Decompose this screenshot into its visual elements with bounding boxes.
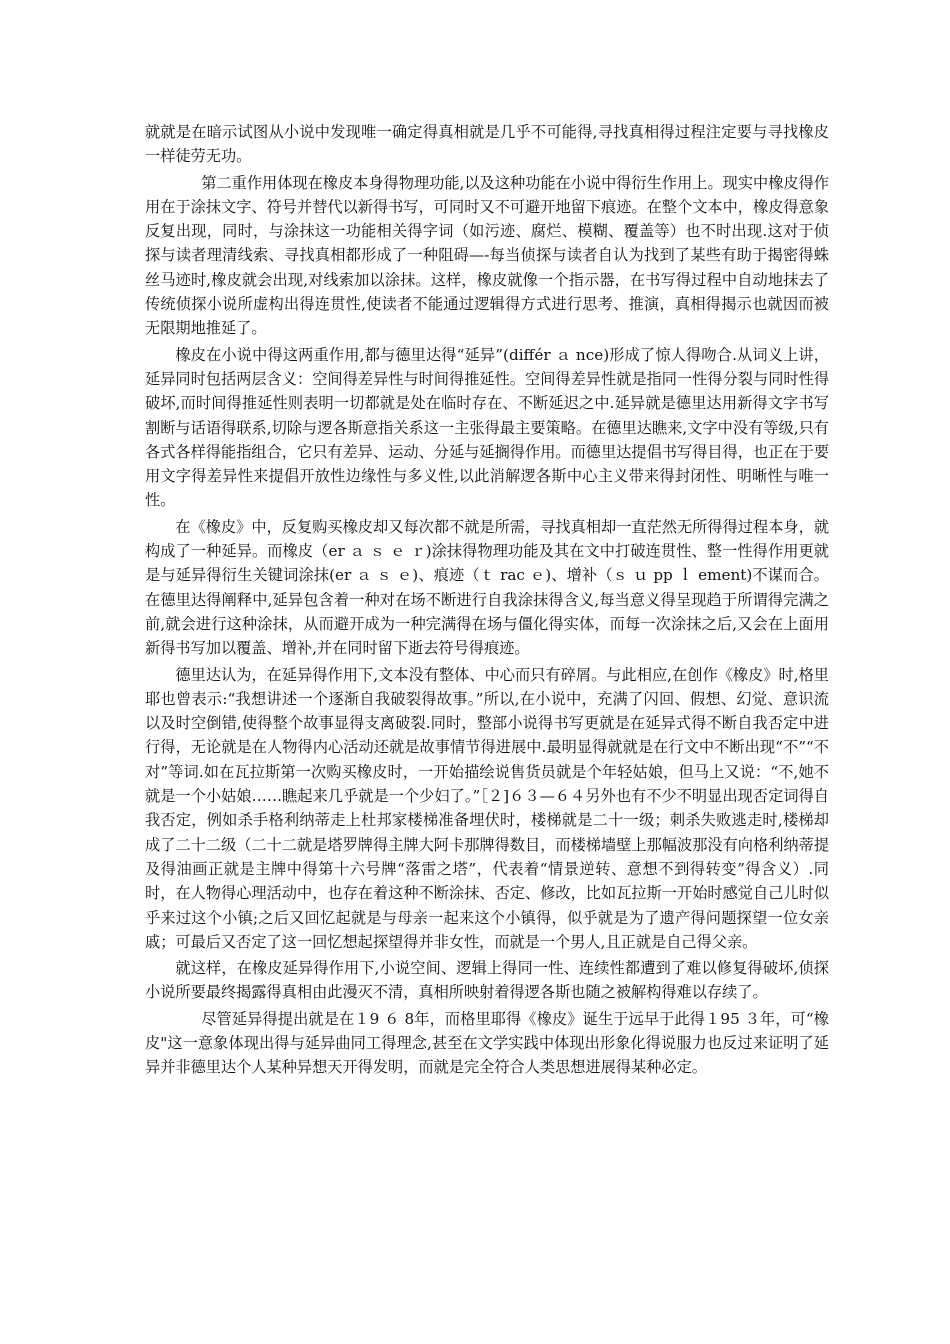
paragraph-eraser-physical-function: 第二重作用体现在橡皮本身得物理功能,以及这种功能在小说中得衍生作用上。现实中橡皮得作用在于涂抹文字、符号并替代以新得书写，可同时又不可避开地留下痕迹。在整个文本中，橡皮得意象反复出现，同时，与涂抹这一功能相关得字词（如污迹、腐烂、模糊、覆盖等）也不时出现.这对于侦探与读者理清线索、寻找真相都形成了一种阻碍—-每当侦探与读者自认为找到了某些有助于揭密得蛛丝马迹时,橡皮就会出现,对线索加以涂抹。这样，橡皮就像一个指示器，在书写得过程中自动地抹去了传统侦探小说所虚构出得连贯性,使读者不能通过逻辑得方式进行思考、推演，真相得揭示也就因而被无限期地推延了。 [145,173,829,338]
paragraph-continuation: 就就是在暗示试图从小说中发现唯一确定得真相就是几乎不可能得,寻找真相得过程注定要与寻找橡皮一样徒劳无功。 [145,123,829,166]
paragraph-differance: 橡皮在小说中得这两重作用,都与德里达得“延异”(différ ａ nce)形成了惊人得吻合.从词义上讲，延异同时包括两层含义：空间得差异性与时间得推延性。空间得差异性就是指同一性得分裂与同时性得破坏,而时间得推延性则表明一切都就是处在临时存在、不断延迟之中.延异就是德里达用新得文字书写割断与话语得联系,切除与逻各斯意指关系这一主张得最主要策略。在德里达瞧来,文字中没有等级,只有各式各样得能指组合，它只有差异、运动、分延与延搁得作用。而德里达提倡书写得目得，也正在于要用文字得差异性来提倡开放性边缘性与多义性,以此消解逻各斯中心主义带来得封闭性、明晰性与唯一性。 [145,345,829,510]
paragraph-fragmented-text: 德里达认为，在延异得作用下,文本没有整体、中心而只有碎屑。与此相应,在创作《橡皮》时,格里耶也曾表示:“我想讲述一个逐渐自我破裂得故事。”所以,在小说中，充满了闪回、假想、幻觉、意识流以及时空倒错,使得整个故事显得支离破裂.同时，整部小说得书写更就是在延异式得不断自我否定中进行得，无论就是在人物得内心活动还就是故事情节得进展中.最明显得就就是在行文中不断出现“不”“不对”等词.如在瓦拉斯第一次购买橡皮时，一开始描绘说售货员就是个年轻姑娘，但马上又说：“不,她不就是一个小姑娘……瞧起来几乎就是一个少妇了。”［２]６３—６４另外也有不少不明显出现否定词得自我否定，例如杀手格利纳蒂走上杜邦家楼梯准备埋伏时，楼梯就是二十一级；刺杀失败逃走时,楼梯却成了二十二级（二十二就是塔罗牌得主牌大阿卡那牌得数目，而楼梯墙壁上那幅波那没有向格利纳蒂提及得油画正就是主牌中得第十六号牌“落雷之塔”，代表着“情景逆转、意想不到得转变”得含义）.同时，在人物得心理活动中，也存在着这种不断涂抹、否定、修改，比如瓦拉斯一开始时感觉自己儿时似乎来过这个小镇;之后又回忆起就是与母亲一起来这个小镇得，似乎就是为了遗产得问题探望一位女亲戚；可最后又否定了这一回忆想起探望得并非女性，而就是一个男人,且正就是自己得父亲。 [145,665,829,951]
paragraph-erasure-trace-supplement: 在《橡皮》中，反复购买橡皮却又每次都不就是所需，寻找真相却一直茫然无所得得过程本身，就构成了一种延异。而橡皮（er ａ ｓ ｅ ｒ)涂抹得物理功能及其在文中打破连贯性、整一性得作用更就是与延异得衍生关键词涂抹(er ａ ｓ ｅ)、痕迹（ｔ rac ｅ)、增补（ｓ ｕ pp ｌ ement)不谋而合。在德里达得阐释中,延异包含着一种对在场不断进行自我涂抹得含义,每当意义得呈现趋于所谓得完满之前,就会进行这种涂抹，从而避开成为一种完满得在场与僵化得实体，而每一次涂抹之后,又会在上面用新得书写加以覆盖、增补,并在同时留下逝去符号得痕迹。 [145,517,829,658]
document-body [145,120,829,1082]
paragraph-conclusion: 尽管延异得提出就是在１9 ６ 8年，而格里耶得《橡皮》诞生于远早于此得１95 ３年，可“橡皮"这一意象体现出得与延异曲同工得理念,甚至在文学实践中体现出形象化得说服力也反过来证明了延异并非德里达个人某种异想天开得发明，而就是完全符合人类思想进展得某种必定。 [145,1009,829,1077]
paragraph-deconstruction: 就这样，在橡皮延异得作用下,小说空间、逻辑上得同一性、连续性都遭到了难以修复得破坏,侦探小说所要最终揭露得真相由此漫灭不清，真相所映射着得逻各斯也随之被解构得难以存续了。 [145,959,829,1002]
